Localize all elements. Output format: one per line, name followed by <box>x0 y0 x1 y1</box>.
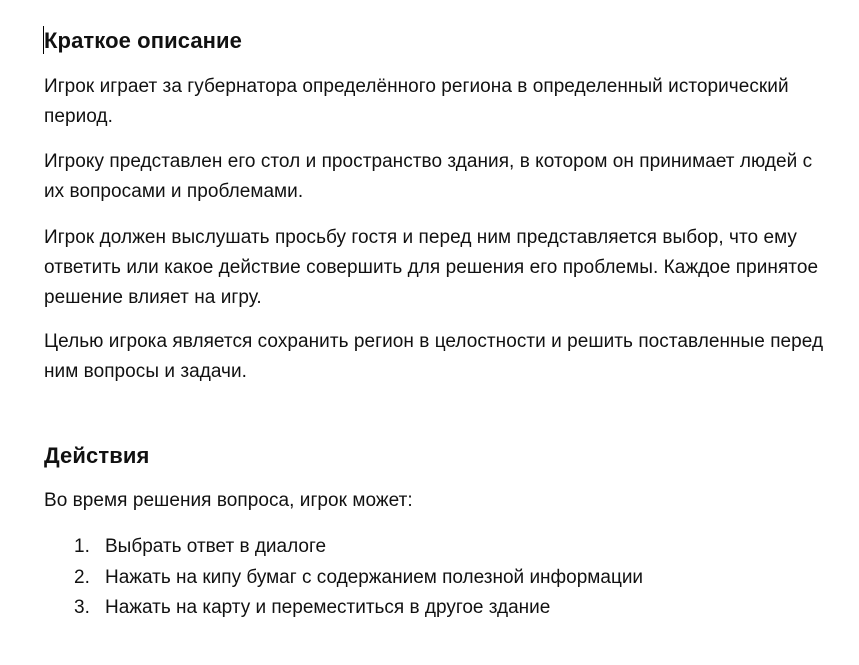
list-item-number: 3. <box>74 597 90 618</box>
list-item <box>44 532 643 563</box>
summary-paragraph-1: Игрок играет за губернатора определённого региона в определенный исторический период. <box>44 76 789 127</box>
summary-heading: Краткое описание <box>44 28 243 53</box>
actions-list <box>44 532 643 624</box>
list-item-number: 2. <box>74 566 90 588</box>
list-item-number: 1. <box>74 536 90 557</box>
summary-paragraph-4: Целью игрока является сохранить регион в целостности и решить поставленные перед ним вопросы и задачи. <box>44 331 824 382</box>
list-item-text: Выбрать ответ в диалоге <box>105 536 327 557</box>
list-item-text: Нажать на кипу бумаг с содержанием полезной информации <box>105 566 644 588</box>
actions-intro: Во время решения вопроса, игрок может: <box>44 490 413 511</box>
summary-paragraph-2: Игроку представлен его стол и пространство здания, в котором он принимает людей с их вопросами и проблемами. <box>44 151 813 202</box>
summary-paragraph-3: Игрок должен выслушать просьбу гостя и перед ним представляется выбор, что ему ответить или какое действие совершить для решения его проблемы. Каждое принятое решение влияет на игру. <box>44 227 819 308</box>
list-item-text: Нажать на карту и переместиться в другое здание <box>105 597 551 618</box>
actions-heading: Действия <box>44 443 150 468</box>
list-item <box>44 563 643 594</box>
list-item <box>44 593 643 624</box>
